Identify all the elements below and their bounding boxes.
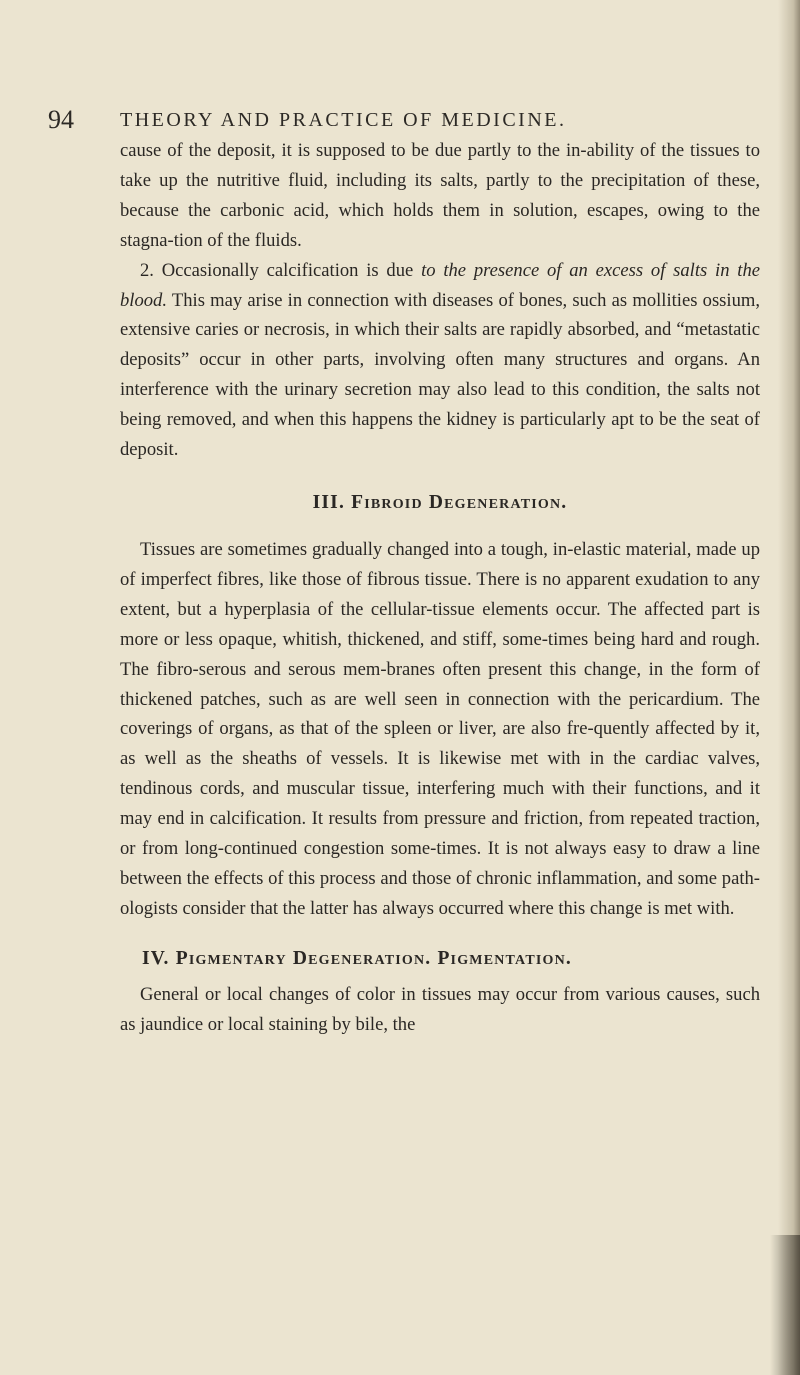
page-header <box>48 100 748 140</box>
page-edge-shadow <box>778 0 800 1375</box>
page-number: 94 <box>48 105 74 134</box>
paragraph-excess-salts <box>120 256 760 465</box>
paragraph-excess-salts-lead: 2. Occasionally calcification is due <box>140 259 422 281</box>
paragraph-excess-salts-emphasis: to the presence of an excess of salts in the blood. <box>120 259 760 311</box>
paragraph-excess-salts-rest: This may arise in connection with diseases of bones, such as mollities ossium, extensive caries or necrosis, in which their salts are rapidly absorbed, and “metastatic deposits” occur in other parts, involving often many structures and organs. An interference with the urinary secretion may also lead to this condition, the salts not being removed, and when this happens the kidney is particularly apt to be the seat of deposit. <box>120 289 760 461</box>
paragraph-pigmentation: General or local changes of color in tissues may occur from various causes, such as jaundice or local staining by bile, the <box>120 983 760 1035</box>
paragraph-fibroid: Tissues are sometimes gradually changed into a tough, in-elastic material, made up of imperfect fibres, like those of fibrous tissue. There is no apparent exudation to any extent, but a hyperplasia of the cellular-tissue elements occur. The affected part is more or less opaque, whitish, thickened, and stiff, some-times being hard and rough. The fibro-serous and serous mem-branes often present this change, in the form of thickened patches, such as are well seen in connection with the pericardium. The coverings of organs, as that of the spleen or liver, are also fre-quently affected by it, as well as the sheaths of vessels. It is likewise met with in the cardiac valves, tendinous cords, and muscular tissue, interfering much with their functions, and it may end in calcification. It results from pressure and friction, from repeated traction, or from long-continued congestion some-times. It is not always easy to draw a line between the effects of this process and those of chronic inflammation, and some path-ologists consider that the latter has always occurred where this change is met with. <box>120 538 760 919</box>
running-title: THEORY AND PRACTICE OF MEDICINE. <box>120 109 567 131</box>
paragraph-calcification-cause: cause of the deposit, it is supposed to be due partly to the in-ability of the tissues to take up the nutritive fluid, including its salts, partly to the precipitation of these, because the carbonic acid, which holds them in solution, escapes, owing to the stagna-tion of the fluids. <box>120 140 760 251</box>
page-corner-shadow <box>770 1235 800 1375</box>
body-text <box>120 136 760 1040</box>
heading-pigmentary-degeneration: IV. Pigmentary Degeneration. Pigmentation. <box>142 947 572 969</box>
heading-fibroid-degeneration: III. Fibroid Degeneration. <box>312 491 568 513</box>
